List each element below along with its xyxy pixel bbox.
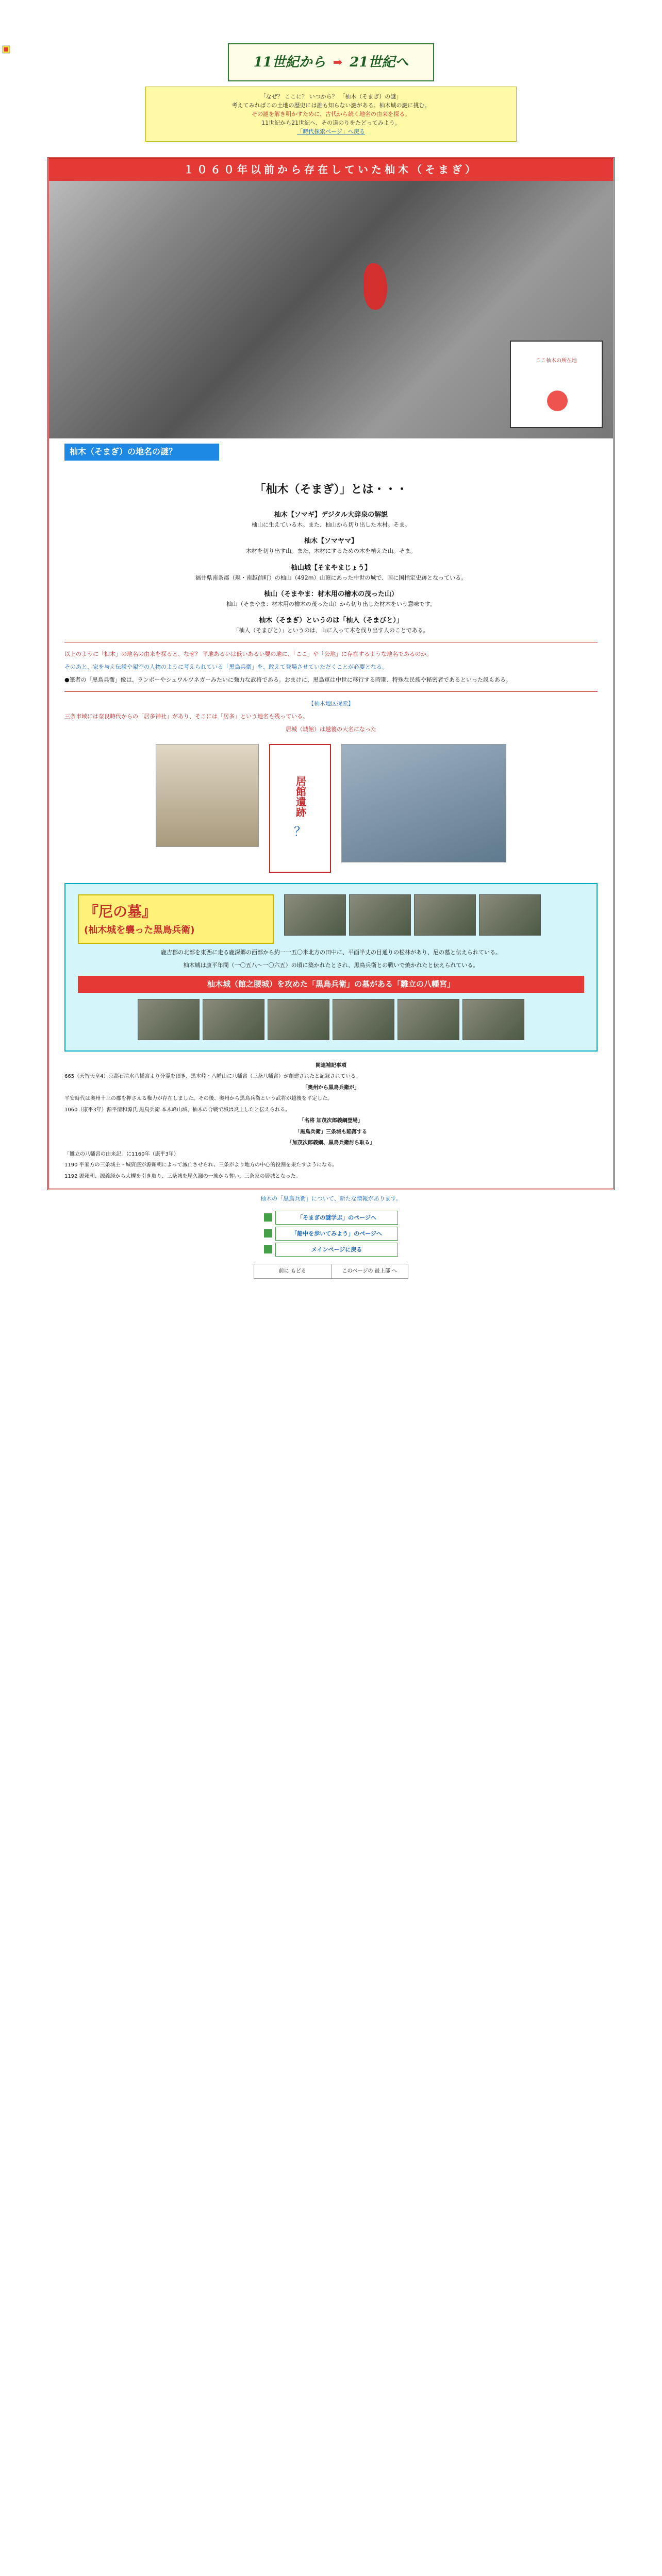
definition-heading-3: 杣山城【そまやまじょう】 xyxy=(290,564,371,572)
shrine-photo xyxy=(203,999,264,1040)
back-button[interactable]: 前に もどる xyxy=(278,1268,306,1274)
definition-text-5: 「杣人（そまびと）」というのは、山に入って木を伐り出す人のことである。 xyxy=(233,627,429,634)
definition-heading-5: 杣木（そまぎ）というのは「杣人（そまびと）」 xyxy=(259,616,403,624)
grave-title-box xyxy=(78,894,274,943)
grave-section xyxy=(64,883,598,1052)
inset-map-marker xyxy=(547,391,568,411)
nav-button[interactable]: 「そまぎの謎学ぶ」のページへ xyxy=(275,1211,398,1225)
question-bar: 杣木（そまぎ）の地名の謎？ xyxy=(64,444,219,461)
back-to-era-page-link[interactable]: 「時代探索ページ」へ戻る xyxy=(297,128,365,135)
note-link[interactable]: 居城（城館）は越後の大名になった xyxy=(286,726,376,733)
aerial-photo xyxy=(49,181,613,438)
note-title: 【杣木地区探索】 xyxy=(308,700,354,707)
related-note-3: 平安時代は奥州十三の郡を押さえる権力が存在しました。その後、奥州から黒鳥兵衛という武将が越後を平定した。 xyxy=(64,1096,333,1102)
nav-bullet-icon xyxy=(264,1229,272,1238)
shrine-photo xyxy=(333,999,394,1040)
definition-text-3: 福井県南条郡（現・南越前町）の杣山（492m）山頂にあった中世の城で、国に国指定史跡となっている。 xyxy=(195,574,467,581)
related-note-2: 「奥州から黒鳥兵衛が」 xyxy=(303,1084,359,1091)
analysis-red-paragraph: 以上のように「杣木」の地名の由来を探ると、なぜ？ 平地あるいは低いあるい要の地に、「ここ」や「公地」に存在するような地名であるのか。 xyxy=(64,651,432,658)
footer-nav xyxy=(254,1264,408,1279)
intro-box xyxy=(145,87,517,142)
banner-left-text: 11世紀から xyxy=(253,54,326,70)
intro-line-3: その謎を解き明かすために、古代から続く地名の由来を探る。 xyxy=(252,111,410,118)
shrine-photo xyxy=(268,999,329,1040)
related-notes xyxy=(64,1062,598,1181)
banner-right-text: 21世紀へ xyxy=(350,54,409,70)
related-note-7: 「加茂次郎義綱、黒鳥兵衛討ち取る」 xyxy=(287,1140,375,1146)
definition-heading-1: 杣木【ソマギ】デジタル大辞泉の解説 xyxy=(274,511,388,519)
definition-text-4: 杣山（そまやま：材木用の檜木の茂った山）から切り出した材木をいう意味です。 xyxy=(226,600,436,607)
definition-text-1: 杣山に生えている木。また、杣山から切り出した木材。そま。 xyxy=(252,521,410,529)
grave-paragraph-2: 杣木城は康平年間（一〇五八～一〇六五）の頃に築かれたとされ、黒鳥兵衛との戦いで焼かれたと伝えられている。 xyxy=(183,961,479,969)
book-cover-photo xyxy=(156,744,259,847)
location-marker xyxy=(363,263,387,310)
related-note-1: 665（天智天皇4）京都石清水八幡宮より分霊を頂き、黒木峠・八幡山に八幡宮（三条八幡宮）が創建されたと記録されている。 xyxy=(64,1074,361,1080)
section-title: １０６０年以前から存在していた杣木（そまぎ） xyxy=(49,159,613,181)
navigation-list xyxy=(264,1211,398,1257)
related-notes-heading: 関連補記事項 xyxy=(316,1062,346,1069)
grave-title: 『尼の墓』 xyxy=(84,903,157,921)
nav-button[interactable]: メインページに戻る xyxy=(275,1243,398,1257)
shrine-photo xyxy=(398,999,459,1040)
related-note-10: 1192 源頼朝、源義経から大槻を引き取り、三条城を屋久瀬の一族から奪い、三条家の居城となった。 xyxy=(64,1173,301,1179)
nav-bullet-icon xyxy=(264,1213,272,1222)
shrine-band: 杣木城（館之腰城）を攻めた「黒鳥兵衛」の墓がある「雛立の八幡宮」 xyxy=(78,976,584,993)
grave-photo xyxy=(414,894,476,936)
ruins-sign-text: 居館遺跡 xyxy=(294,775,307,817)
intro-line-4: 11世紀から21世紀へ、その道のりをたどってみよう。 xyxy=(261,120,401,127)
grave-photo xyxy=(349,894,411,936)
content-area xyxy=(49,438,613,1189)
definition-text-2: 木材を切り出す山。また、木材にするための木を植えた山。そま。 xyxy=(246,548,416,555)
nav-bullet-icon xyxy=(264,1245,272,1253)
grave-paragraph-1: 鹿吉郡の北部を東西に走る鹿深郷の西部から約一一五〇米北方の田中に、平面半丈の目通りの松林があり、尼の墓と伝えられている。 xyxy=(161,948,501,956)
grave-photo xyxy=(479,894,541,936)
inset-map-caption: ここ杣木の所在地 xyxy=(536,358,577,364)
author-view-paragraph: ●筆者の「黒鳥兵衛」像は、ランボーやシュワルツネガーみたいに強力な武将である。おまけに、黒鳥軍は中世に移行する時期、特殊な民族や秘密者であるといった説もある。 xyxy=(64,676,511,684)
shrine-photo xyxy=(138,999,200,1040)
related-note-5: 「名将 加茂次郎義綱登場」 xyxy=(299,1118,363,1124)
nav-item[interactable] xyxy=(264,1227,398,1241)
footer-info-link[interactable]: 杣木の「黒鳥兵衛」について、新たな情報があります。 xyxy=(260,1195,402,1202)
aerial-photo-2 xyxy=(341,744,506,862)
banner-arrow: ➡ xyxy=(333,55,343,69)
header-banner xyxy=(228,43,434,81)
section-divider-2 xyxy=(64,691,598,692)
related-note-9: 1190 平家方の三条城主・城資盛が源頼朝によって滅亡させられ、三条がより地方の中心的役割を果たすようになる。 xyxy=(64,1162,338,1168)
intro-line-1: 「なぜ？ ここに？ いつから？ 「杣木（そまぎ）の謎」 xyxy=(260,93,402,100)
related-note-4: 1060（康平3年）源平清和源氏 黒鳥兵衛 本木峰山城、杣木の合戦で城は炎上したと伝えられる。 xyxy=(64,1107,291,1113)
ruins-sign xyxy=(269,744,331,873)
nav-item[interactable] xyxy=(264,1243,398,1257)
shrine-photos xyxy=(78,999,584,1040)
note-paragraph: 三条市域には奈良時代からの「居多神社」があり、そこには「居多」という地名も残っている。 xyxy=(64,713,308,720)
main-question-title: 「杣木（そまぎ）」とは・・・ xyxy=(254,483,408,497)
page-corner-icon xyxy=(2,45,10,54)
analysis-blue-paragraph: そのあと、家を与え伝説や架空の人物のように考えられている「黒鳥兵衛」を、敢えて登場させていただくことが必要となる。 xyxy=(64,664,388,671)
grave-photos xyxy=(284,894,541,943)
definition-heading-2: 杣木【ソマヤマ】 xyxy=(304,537,358,546)
nav-button[interactable]: 「船中を歩いてみよう」のページへ xyxy=(275,1227,398,1241)
main-frame xyxy=(47,157,615,1190)
related-note-8: 「雛立の八幡宮の由来記」に1160年（康平3年） xyxy=(64,1151,179,1157)
grave-subtitle: (杣木城を襲った黒鳥兵衛) xyxy=(84,924,195,936)
shrine-photo xyxy=(462,999,524,1040)
photo-row xyxy=(64,744,598,873)
inset-map xyxy=(510,341,603,428)
related-note-6: 「黒鳥兵衛」三条城も陥落する xyxy=(295,1129,367,1135)
ruins-sign-question: ？ xyxy=(294,824,306,839)
definition-heading-4: 杣山（そまやま：材木用の檜木の茂った山） xyxy=(263,590,398,598)
page-top-button[interactable]: このページの 最上部 へ xyxy=(331,1264,408,1279)
nav-item[interactable] xyxy=(264,1211,398,1225)
grave-photo xyxy=(284,894,346,936)
intro-line-2: 考えてみればこの土地の歴史には誰も知らない謎がある。杣木城の謎に挑む。 xyxy=(231,102,431,109)
